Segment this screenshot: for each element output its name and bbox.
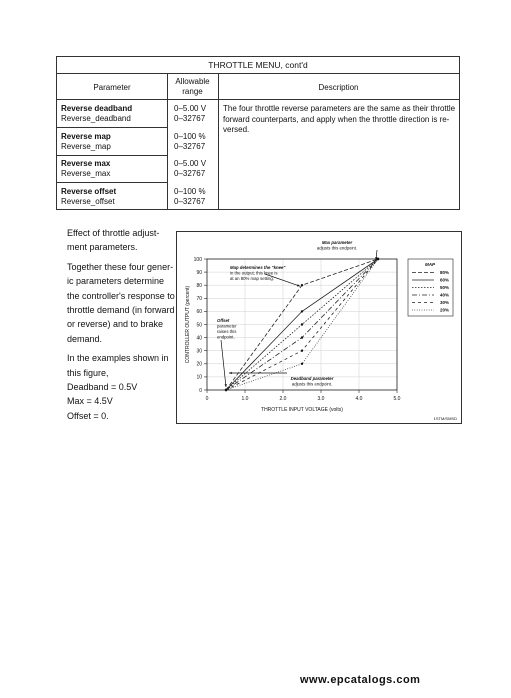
param-range: 0–5.00 V — [174, 104, 207, 113]
legend-label: 60% — [439, 277, 449, 283]
x-tick-label: 1.0 — [241, 396, 249, 402]
side-line: ment parameters. — [67, 242, 138, 253]
annotation-deadband: Deadband parameter — [290, 376, 334, 381]
header-description: Description — [318, 83, 359, 92]
y-tick-label: 50 — [196, 322, 202, 329]
annotation-offset: Offset — [217, 318, 230, 323]
side-line: Together these four gener- — [67, 261, 174, 272]
param-range-raw: 0–32767 — [174, 169, 206, 178]
data-point — [225, 389, 227, 391]
side-line: demand. — [67, 333, 103, 344]
annotation-deadband: adjusts this endpoint. — [291, 381, 333, 387]
legend-label: 30% — [439, 300, 449, 305]
x-tick-label: 0 — [205, 396, 209, 402]
param-range: 0–5.00 V — [174, 159, 207, 168]
data-point — [301, 323, 303, 325]
data-point — [301, 310, 303, 312]
side-line: Max = 4.5V — [67, 396, 113, 407]
x-tick-label: 5.0 — [393, 396, 401, 402]
legend-label: 50% — [439, 285, 449, 290]
table-title: THROTTLE MENU, cont'd — [57, 57, 459, 74]
legend-label: 20% — [439, 307, 449, 313]
side-paragraph-2 — [67, 260, 175, 346]
x-tick-label: 4.0 — [355, 396, 363, 402]
y-tick-label: 20 — [196, 361, 202, 368]
data-point — [301, 350, 303, 352]
y-tick-label: 40 — [196, 335, 202, 342]
description-line: forward counterparts, and apply when the throttle direction is re- — [223, 114, 450, 124]
side-paragraph-1 — [67, 226, 175, 255]
y-tick-label: 60 — [196, 309, 202, 316]
param-range: 0–100 % — [174, 187, 206, 196]
description-line: The four throttle reverse parameters are the same as their throttle — [223, 104, 456, 113]
side-line: or reverse) and to brake — [67, 319, 164, 330]
annotation-map: in the output; this knee is — [230, 270, 278, 276]
legend-label: 40% — [439, 292, 449, 298]
y-tick-label: 70 — [196, 296, 202, 303]
arrow-deadband-head — [229, 372, 232, 374]
side-line: ic parameters determine — [67, 276, 165, 287]
row-divider — [57, 182, 167, 183]
description-line: versed. — [223, 125, 250, 134]
data-point — [377, 258, 379, 260]
x-tick-label: 3.0 — [317, 396, 325, 402]
header-parameter: Parameter — [93, 83, 131, 92]
side-line: this figure, — [67, 367, 109, 378]
param-var: Reverse_deadband — [61, 114, 131, 123]
x-tick-label: 2.0 — [279, 396, 287, 402]
annotation-max: adjusts this endpoint. — [316, 245, 358, 251]
param-name: Reverse map — [61, 132, 111, 141]
legend-label: 80% — [439, 270, 449, 275]
side-line: Deadband = 0.5V — [67, 382, 138, 393]
throttle-menu-table — [56, 56, 460, 210]
y-axis-label: CONTROLLER OUTPUT (percent) — [185, 285, 191, 364]
param-var: Reverse_max — [61, 169, 111, 178]
side-line: Offset = 0. — [67, 410, 109, 421]
y-tick-label: 30 — [196, 348, 202, 355]
data-point — [301, 284, 303, 286]
column-divider — [218, 73, 219, 210]
row-divider — [57, 155, 167, 156]
header-divider — [57, 99, 459, 100]
data-point — [301, 336, 303, 338]
table-description — [223, 104, 457, 136]
footer-watermark: www.epcatalogs.com — [300, 674, 421, 686]
param-name: Reverse deadband — [61, 104, 133, 113]
side-line: throttle demand (in forward — [67, 305, 175, 316]
y-tick-label: 100 — [193, 256, 202, 263]
side-line: In the examples shown in — [67, 353, 169, 364]
param-range-raw: 0–32767 — [174, 142, 206, 151]
legend-title: MAP — [425, 262, 435, 267]
param-range: 0–100 % — [174, 132, 206, 141]
annotation-map: at an 80% map setting. — [230, 276, 274, 281]
param-range-raw: 0–32767 — [174, 197, 206, 206]
annotation-offset: raises this — [217, 329, 237, 334]
y-tick-label: 80 — [196, 283, 202, 289]
param-var: Reverse_map — [61, 142, 111, 151]
annotation-max: Max parameter — [321, 240, 353, 245]
param-name: Reverse max — [61, 159, 111, 168]
side-paragraph-3 — [67, 351, 175, 423]
y-tick-label: 10 — [196, 374, 202, 381]
data-point — [301, 363, 303, 365]
row-divider — [57, 127, 167, 128]
param-name: Reverse offset — [61, 187, 117, 196]
annotation-offset: endpoint. — [217, 334, 235, 340]
throttle-chart-figure — [176, 231, 462, 424]
annotation-offset: parameter — [217, 323, 237, 329]
arrow-offset — [221, 340, 226, 387]
y-tick-label: 90 — [196, 269, 202, 276]
param-range-raw: 0–32767 — [174, 114, 206, 123]
param-var: Reverse_offset — [61, 197, 115, 206]
throttle-chart — [177, 232, 461, 423]
side-text — [67, 226, 175, 428]
header-range-line-1: Allowable — [175, 77, 210, 86]
x-axis-label: THROTTLE INPUT VOLTAGE (volts) — [261, 407, 343, 413]
side-line: the controller's response to — [67, 290, 175, 301]
figure-code: 1STM/SMSD — [433, 416, 457, 421]
y-tick-label: 0 — [199, 387, 202, 394]
annotation-map: Map determines the "knee" — [230, 265, 286, 270]
side-line: Effect of throttle adjust- — [67, 228, 160, 238]
header-range-line-2: range — [182, 87, 203, 96]
